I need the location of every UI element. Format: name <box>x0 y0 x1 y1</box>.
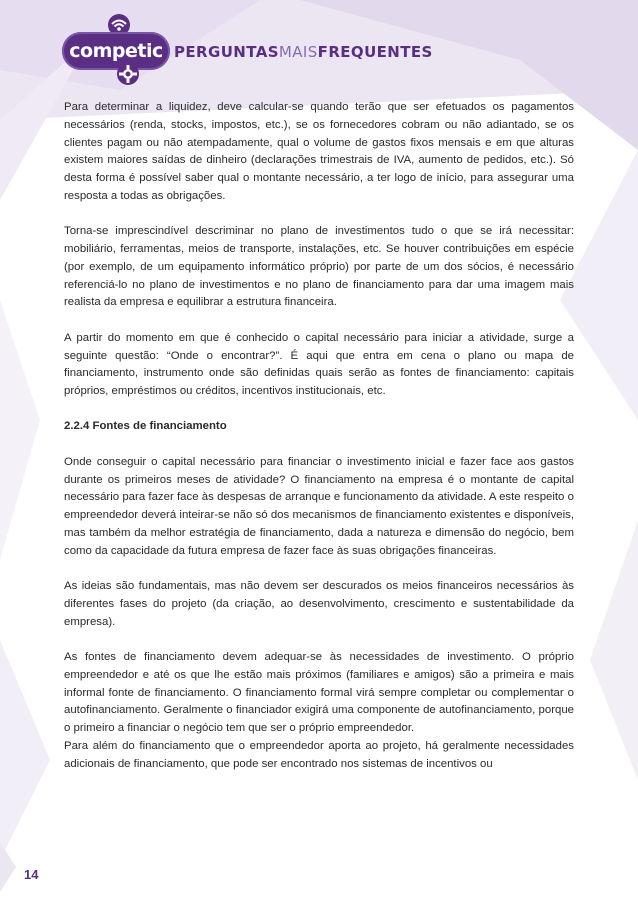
section-title <box>174 40 433 64</box>
paragraph-mapa-financiamento: A partir do momento em que é conhecido o capital necessário para iniciar a atividade, surge a seguinte questão: “Onde o encontrar?”. É aqui que entra em cena o plano ou mapa de financiamento, instrumento onde são definidas quais serão as fontes de financiamento: capitais próprios, empréstimos ou créditos, incentivos institucionais, etc. <box>64 331 574 398</box>
title-part-frequentes: FREQUENTES <box>317 43 433 61</box>
paragraph-necessidades-adicionais: Para além do financiamento que o empreendedor aporta ao projeto, há geralmente necessidades adicionais de financiamento, que pode ser encontrado nos sistemas de incentivos ou <box>64 739 574 770</box>
paragraph-plano-investimentos: Torna-se imprescindível descriminar no plano de investimentos tudo o que se irá necessitar: mobiliário, ferramentas, meios de transporte, instalações, etc. Se houver contribuições em espécie (por exemplo, de um equipamento informático próprio) por parte de um dos sócios, é necessário referenciá-lo no plano de investimentos e no plano de financiamento para dar uma imagem mais realista da empresa e equilibrar a estrutura financeira. <box>64 225 574 309</box>
section-heading: 2.2.4 Fontes de financiamento <box>64 420 227 433</box>
page-header <box>0 0 638 100</box>
title-part-perguntas: PERGUNTAS <box>174 43 279 61</box>
logo-text: competic <box>69 40 163 62</box>
main-content <box>64 99 574 791</box>
page-number: 14 <box>24 867 39 882</box>
title-part-mais: MAIS <box>278 43 318 61</box>
gear-icon <box>116 62 140 86</box>
corner-decoration <box>0 842 16 892</box>
paragraph-ideias: As ideias são fundamentais, mas não devem ser descurados os meios financeiros necessários às diferentes fases do projeto (da criação, ao desenvolvimento, crescimento e sustentabilidade da empresa). <box>64 580 574 628</box>
paragraph-fontes-financiamento: As fontes de financiamento devem adequar-se às necessidades de investimento. O próprio empreendedor e até os que lhe estão mais próximos (familiares e amigos) são a primeira e mais informal fonte de financiamento. O financiamento formal virá sempre completar ou complementar o autofinanciamento. Geralmente o financiador exigirá uma componente de autofinanciamento, porque o primeiro a financiar o negócio tem que ser o próprio empreendedor. <box>64 650 574 735</box>
paragraph-liquidez: Para determinar a liquidez, deve calcular-se quando terão que ser efetuados os pagamentos necessários (renda, stocks, impostos, etc.), se os fornecedores cobram ou não adiantado, se os clientes pagam ou não atempadamente, qual o volume de gastos fixos mensais e em que alturas existem maiores saídas de dinheiro (declarações trimestrais de IVA, aumento de pedidos, etc.). Só desta forma é possível saber qual o montante necessário, a ter logo de início, para assegurar uma resposta a todas as obrigações. <box>64 101 574 202</box>
paragraph-capital-necessario: Onde conseguir o capital necessário para financiar o investimento inicial e fazer face aos gastos durante os primeiros meses de atividade? O financiamento na empresa é o montante de capital necessário para fazer face às despesas de arranque e funcionamento da atividade. A este respeito o empreendedor deverá inteirar-se não só dos mecanismos de financiamento existentes e disponíveis, mas também da melhor estratégia de financiamento, dada a natureza e dimensão do negócio, bem como da capacidade da futura empresa de fazer face às suas obrigações financeiras. <box>64 455 574 557</box>
